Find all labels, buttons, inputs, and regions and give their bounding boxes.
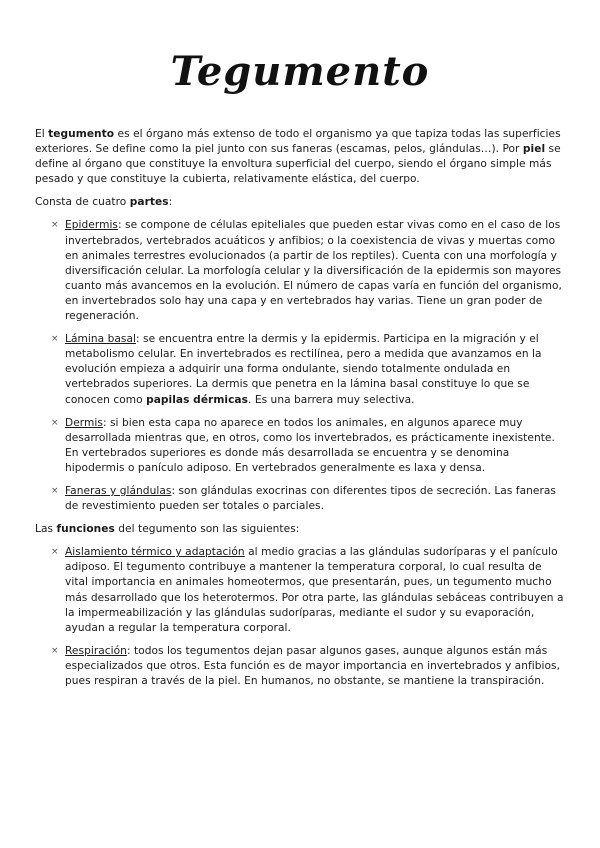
list-item-epidermis [35, 218, 565, 324]
functions-intro [35, 522, 565, 537]
functions-list [35, 545, 565, 689]
desc-lamina-basal-end: . Es una barrera muy selectiva. [247, 393, 415, 406]
list-item-lamina-basal [35, 332, 565, 407]
desc-respiracion: : todos los tegumentos dejan pasar algunos gases, aunque algunos están más especializados que otros. Esta función es de mayor importancia en invertebrados y anfibios, pues respiran a través de la piel. En humanos, no obstante, se mantiene la transpiración. [65, 644, 561, 687]
parts-intro-text-1: Consta de cuatro [35, 196, 130, 209]
intro-text-1: El [35, 128, 49, 140]
list-item-respiracion [35, 644, 565, 689]
parts-intro-text-2: : [168, 196, 173, 209]
functions-intro-text-1: Las [35, 523, 57, 536]
intro-bold-piel: piel [522, 143, 546, 156]
bold-papilas-dermicas: papilas dérmicas [146, 393, 248, 406]
functions-intro-text-2: del tegumento son las siguientes: [114, 523, 300, 536]
bullet-x-icon: × [51, 334, 59, 345]
bullet-x-icon: × [51, 220, 59, 231]
intro-text-3: se define al órgano que constituye la envoltura superficial del cuerpo, siendo el órgano simple más pesado y que constituye la cubierta, relativamente elástica, del cuerpo. [35, 143, 561, 186]
term-lamina-basal: Lámina basal [65, 333, 137, 346]
parts-intro [35, 195, 565, 210]
term-dermis: Dermis [65, 416, 103, 429]
intro-text-2: es el órgano más extenso de todo el organismo ya que tapiza todas las superficies exteriores. Se define como la piel junto con sus faneras (escamas, pelos, glándulas…). Por [35, 128, 561, 156]
desc-dermis: : si bien esta capa no aparece en todos los animales, en algunos aparece muy desarrollada mientras que, en otros, como los invertebrados, es prácticamente inexistente. En vertebrados superiores es donde más desarrollada se encuentra y se denomina hipodermis o panículo adiposo. En vertebrados generalmente es laxa y densa. [65, 416, 555, 474]
term-respiracion: Respiración [65, 644, 127, 657]
parts-list [35, 218, 565, 514]
list-item-faneras [35, 484, 565, 514]
parts-intro-bold: partes [129, 196, 169, 209]
bullet-x-icon: × [51, 417, 59, 428]
bullet-x-icon: × [51, 645, 59, 656]
desc-lamina-basal: : se encuentra entre la dermis y la epidermis. Participa en la migración y el metabolismo celular. En invertebrados es rectilínea, pero a medida que avanzamos en la evolución empieza a adquirir una forma ondulante, siendo totalmente ondulada en vertebrados superiores. La dermis que penetra en la lámina basal constituye lo que se conocen como [65, 333, 542, 406]
functions-intro-bold: funciones [56, 523, 115, 536]
desc-faneras: : son glándulas exocrinas con diferentes tipos de secreción. Las faneras de revestimiento pueden ser totales o parciales. [65, 484, 556, 513]
list-item-dermis [35, 416, 565, 476]
bullet-x-icon: × [51, 547, 59, 558]
desc-aislamiento: al medio gracias a las glándulas sudoríparas y el panículo adiposo. El tegumento contribuye a mantener la temperatura corporal, lo cual resulta de vital importancia en animales homeotermos, que presentarán, pues, un tegumento mucho más desarrollado que los heterotermos. Por otra parte, las glándulas sebáceas contribuyen a la impermeabilización y las glándulas sudoríparas, mediante el sudor y su evaporación, ayudan a regular la temperatura corporal. [65, 546, 564, 634]
term-aislamiento: Aislamiento térmico y adaptación [65, 546, 245, 559]
term-faneras: Faneras y glándulas [65, 484, 172, 497]
intro-bold-tegumento: tegumento [48, 128, 115, 140]
list-item-aislamiento [35, 545, 565, 636]
term-epidermis: Epidermis [65, 219, 119, 232]
bullet-x-icon: × [51, 485, 59, 496]
page-title: Tegumento [170, 48, 430, 95]
document-body [35, 127, 565, 697]
intro-paragraph [35, 127, 565, 187]
desc-epidermis: : se compone de células epiteliales que pueden estar vivas como en el caso de los invertebrados, vertebrados acuáticos y anfibios; o la coexistencia de vivas y muertas como en animales terrestres evolucionados (a partir de los reptiles). Cuenta con una morfología y diversificación celular. La morfología celular y la diversificación de la epidermis son mayores cuanto más avancemos en la evolución. El número de capas varía en función del organismo, en invertebrados solo hay una capa y en vertebrados hay varias. Tiene un gran poder de regeneración. [65, 219, 562, 323]
